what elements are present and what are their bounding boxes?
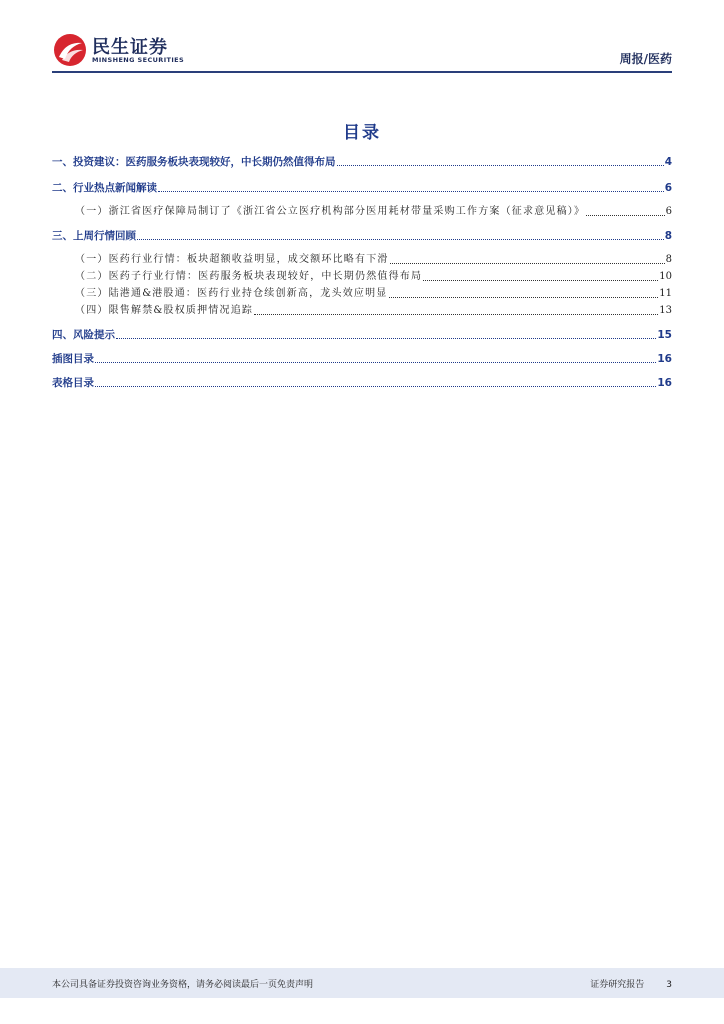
toc-entry[interactable]	[52, 229, 672, 243]
minsheng-logo	[52, 32, 192, 66]
toc-entry-page: 16	[657, 353, 672, 365]
toc-entry[interactable]	[52, 287, 672, 301]
report-category: 周报/医药	[619, 52, 672, 66]
toc-title: 目录	[343, 123, 381, 143]
toc-leader-dots	[337, 155, 664, 166]
toc-entry-page: 8	[664, 230, 672, 242]
toc-entry[interactable]	[52, 253, 672, 267]
page-header	[52, 30, 672, 70]
toc-entry-label: 插图目录	[52, 353, 94, 365]
toc-leader-dots	[586, 205, 664, 216]
toc-leader-dots	[389, 287, 659, 298]
toc-entry-page: 15	[657, 329, 672, 341]
toc-entry-page: 10	[659, 271, 672, 282]
toc-entry-page: 13	[659, 305, 672, 316]
toc-entry-label: 表格目录	[52, 377, 94, 389]
toc-leader-dots	[158, 181, 664, 192]
header-divider	[52, 71, 672, 73]
logo-chinese-name: 民生证券	[92, 37, 168, 58]
toc-leader-dots	[423, 270, 658, 281]
toc-leader-dots	[95, 352, 656, 363]
toc-entry-label: 二、行业热点新闻解读	[52, 182, 157, 194]
report-type-label: 证券研究报告	[590, 980, 645, 990]
toc-entry[interactable]	[52, 205, 672, 219]
toc-leader-dots	[116, 328, 656, 339]
toc-leader-dots	[137, 229, 664, 240]
toc-entry[interactable]	[52, 181, 672, 195]
toc-entry-page: 4	[664, 156, 672, 168]
toc-entry-label: （二）医药子行业行情：医药服务板块表现较好，中长期仍然值得布局	[75, 271, 423, 282]
toc-entry-page: 16	[657, 377, 672, 389]
toc-entry-page: 6	[664, 182, 672, 194]
logo-english-name: MINSHENG SECURITIES	[92, 56, 185, 64]
toc-entry[interactable]	[52, 352, 672, 366]
toc-leader-dots	[95, 376, 656, 387]
toc-entry-page: 8	[665, 254, 672, 265]
toc-entry-label: （一）浙江省医疗保障局制订了《浙江省公立医疗机构部分医用耗材带量采购工作方案（征求意见稿）》	[75, 206, 586, 217]
toc-entry-label: （一）医药行业行情：板块超额收益明显，成交额环比略有下滑	[75, 254, 389, 265]
toc-entry[interactable]	[52, 155, 672, 169]
toc-entry-label: （三）陆港通&港股通：医药行业持仓续创新高，龙头效应明显	[75, 288, 388, 299]
toc-entry[interactable]	[52, 270, 672, 284]
toc-entry[interactable]	[52, 376, 672, 390]
disclaimer-notice: 本公司具备证券投资咨询业务资格，请务必阅读最后一页免责声明	[52, 980, 314, 990]
toc-entry-label: 四、风险提示	[52, 329, 115, 341]
toc-entry[interactable]	[52, 328, 672, 342]
toc-entry-page: 6	[665, 206, 672, 217]
toc-entry-label: （四）限售解禁&股权质押情况追踪	[75, 305, 254, 316]
minsheng-logo-icon	[52, 32, 88, 68]
toc-entry-label: 一、投资建议：医药服务板块表现较好，中长期仍然值得布局	[52, 156, 336, 168]
footer-right	[590, 977, 672, 990]
page-number: 3	[666, 980, 672, 990]
toc-leader-dots	[390, 253, 665, 264]
page-footer	[0, 968, 724, 998]
toc-entry-page: 11	[659, 288, 672, 299]
toc-entry-label: 三、上周行情回顾	[52, 230, 136, 242]
table-of-contents	[52, 155, 672, 390]
toc-entry[interactable]	[52, 304, 672, 318]
toc-leader-dots	[254, 304, 658, 315]
